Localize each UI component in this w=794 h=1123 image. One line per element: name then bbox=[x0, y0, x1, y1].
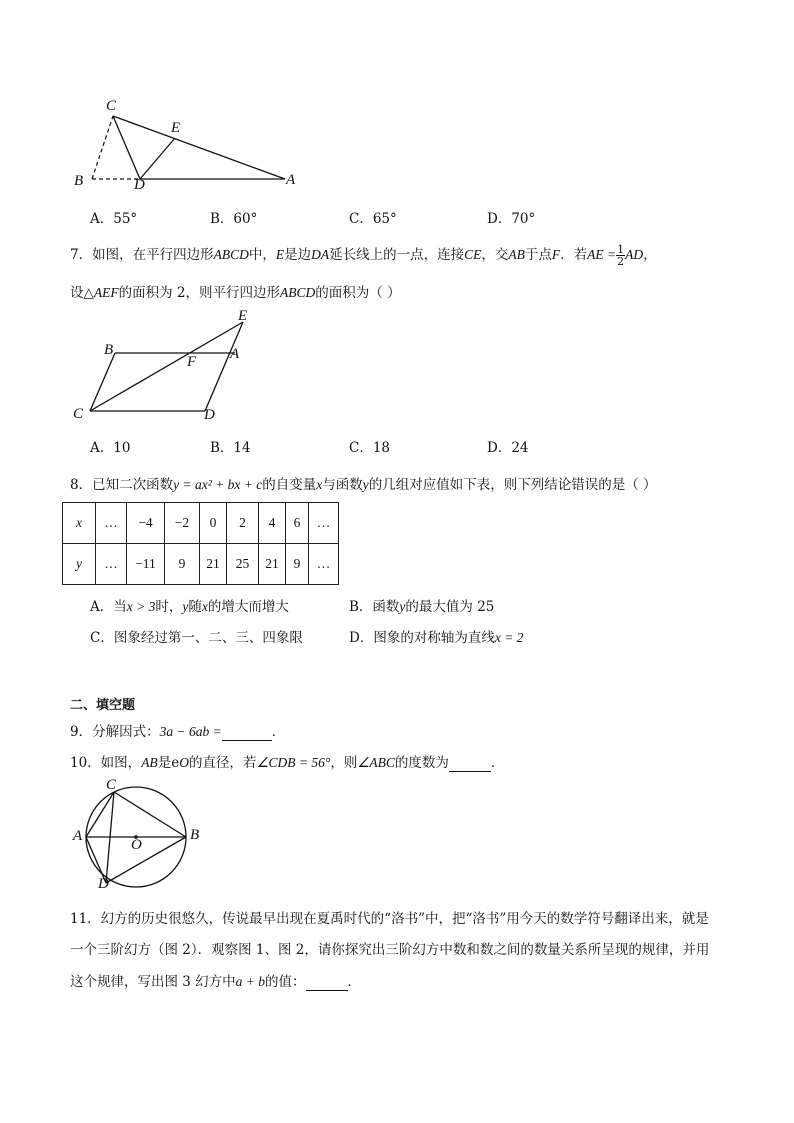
answer-blank bbox=[449, 755, 491, 772]
q6-option-b: B．60° bbox=[210, 211, 258, 227]
q10-stem: 10．如图，AB是eO的直径，若∠CDB = 56°，则∠ABC的度数为 ． bbox=[70, 755, 505, 771]
section-title: 二、填空题 bbox=[70, 698, 136, 713]
q7-option-c: C．18 bbox=[349, 440, 391, 456]
q8-value-table bbox=[62, 502, 339, 585]
table-cell: −4 bbox=[127, 503, 165, 544]
q7-stem-line2: 设△AEF的面积为 2，则平行四边形ABCD的面积为（ ） bbox=[70, 285, 401, 301]
q8-stem: 8．已知二次函数y = ax² + bx + c的自变量x与函数y的几组对应值如下表，则下列结论错误的是（ ） bbox=[70, 477, 657, 493]
table-row-y bbox=[63, 544, 339, 585]
q6-label-B: B bbox=[74, 173, 84, 189]
q6-option-c: C．65° bbox=[349, 211, 397, 227]
q6-label-E: E bbox=[171, 120, 181, 136]
table-cell: … bbox=[96, 503, 127, 544]
q8-option-a: A．当x > 3时，y随x的增大而增大 bbox=[90, 599, 289, 615]
table-cell: 9 bbox=[286, 544, 309, 585]
table-row-x bbox=[63, 503, 339, 544]
q7-parallelogram-figure bbox=[80, 308, 260, 418]
q6-segment-DE bbox=[140, 138, 175, 179]
q10-label-D: D bbox=[98, 876, 109, 892]
q6-segment-BC bbox=[92, 116, 113, 179]
q6-label-C: C bbox=[106, 98, 117, 114]
q8-option-c: C．图象经过第一、二、三、四象限 bbox=[90, 630, 303, 646]
q10-label-B: B bbox=[190, 827, 200, 843]
q11-line3: 这个规律，写出图 3 幻方中a + b的值： ． bbox=[70, 974, 362, 990]
q7-label-D: D bbox=[204, 407, 215, 423]
table-cell: 21 bbox=[259, 544, 286, 585]
q7-segment-CE bbox=[90, 322, 243, 411]
table-cell: 9 bbox=[165, 544, 200, 585]
q6-label-A: A bbox=[286, 172, 296, 188]
q10-label-C: C bbox=[106, 777, 117, 793]
q6-option-d: D．70° bbox=[487, 211, 536, 227]
table-cell: … bbox=[309, 503, 339, 544]
answer-blank bbox=[306, 974, 348, 991]
q7-option-d: D．24 bbox=[487, 440, 529, 456]
q10-segment-DB bbox=[106, 837, 186, 883]
q6-segment-CA bbox=[113, 116, 285, 179]
table-cell: 6 bbox=[286, 503, 309, 544]
table-cell: −2 bbox=[165, 503, 200, 544]
q7-option-b: B．14 bbox=[210, 440, 251, 456]
table-cell: y bbox=[63, 544, 96, 585]
table-cell: 0 bbox=[200, 503, 227, 544]
q7-label-F: F bbox=[187, 354, 197, 370]
q7-segment-DE bbox=[205, 322, 243, 411]
q7-label-A: A bbox=[230, 346, 240, 362]
q6-segment-CD bbox=[113, 116, 140, 179]
table-cell: 4 bbox=[259, 503, 286, 544]
q11-line1: 11．幻方的历史很悠久，传说最早出现在夏禹时代的“洛书”中，把“洛书”用今天的数学符号翻译出来，就是 bbox=[70, 911, 709, 927]
q6-label-D: D bbox=[134, 177, 145, 193]
q9-stem: 9．分解因式：3a − 6ab = ． bbox=[70, 724, 286, 740]
q6-triangle-figure bbox=[60, 95, 320, 200]
q10-segment-CB bbox=[114, 792, 186, 837]
table-cell: x bbox=[63, 503, 96, 544]
q7-fraction: $\frac{1}{2}$ bbox=[617, 243, 625, 268]
table-cell: … bbox=[309, 544, 339, 585]
q10-segment-CA bbox=[86, 792, 114, 837]
table-cell: 21 bbox=[200, 544, 227, 585]
q7-stem-line1: 7．如图，在平行四边形ABCD中，E是边DA延长线上的一点，连接CE，交AB于点F．若AE = $\frac{1}{2}$ AD， bbox=[70, 243, 657, 268]
table-cell: … bbox=[96, 544, 127, 585]
table-cell: −11 bbox=[127, 544, 165, 585]
q8-option-b: B．函数y的最大值为 25 bbox=[349, 599, 495, 615]
table-cell: 2 bbox=[227, 503, 259, 544]
q8-option-d: D．图象的对称轴为直线x = 2 bbox=[349, 630, 524, 646]
q7-label-E: E bbox=[238, 308, 248, 324]
answer-blank bbox=[222, 724, 272, 741]
q7-segment-BC bbox=[90, 353, 115, 411]
q6-option-a: A．55° bbox=[90, 211, 138, 227]
q10-label-A: A bbox=[73, 828, 83, 844]
q7-option-a: A．10 bbox=[90, 440, 131, 456]
q10-label-O: O bbox=[131, 837, 142, 853]
q7-label-B: B bbox=[104, 342, 114, 358]
q11-line2: 一个三阶幻方（图 2）．观察图 1、图 2，请你探究出三阶幻方中数和数之间的数量关系所呈现的规律，并用 bbox=[70, 942, 710, 958]
table-cell: 25 bbox=[227, 544, 259, 585]
q7-label-C: C bbox=[73, 406, 84, 422]
